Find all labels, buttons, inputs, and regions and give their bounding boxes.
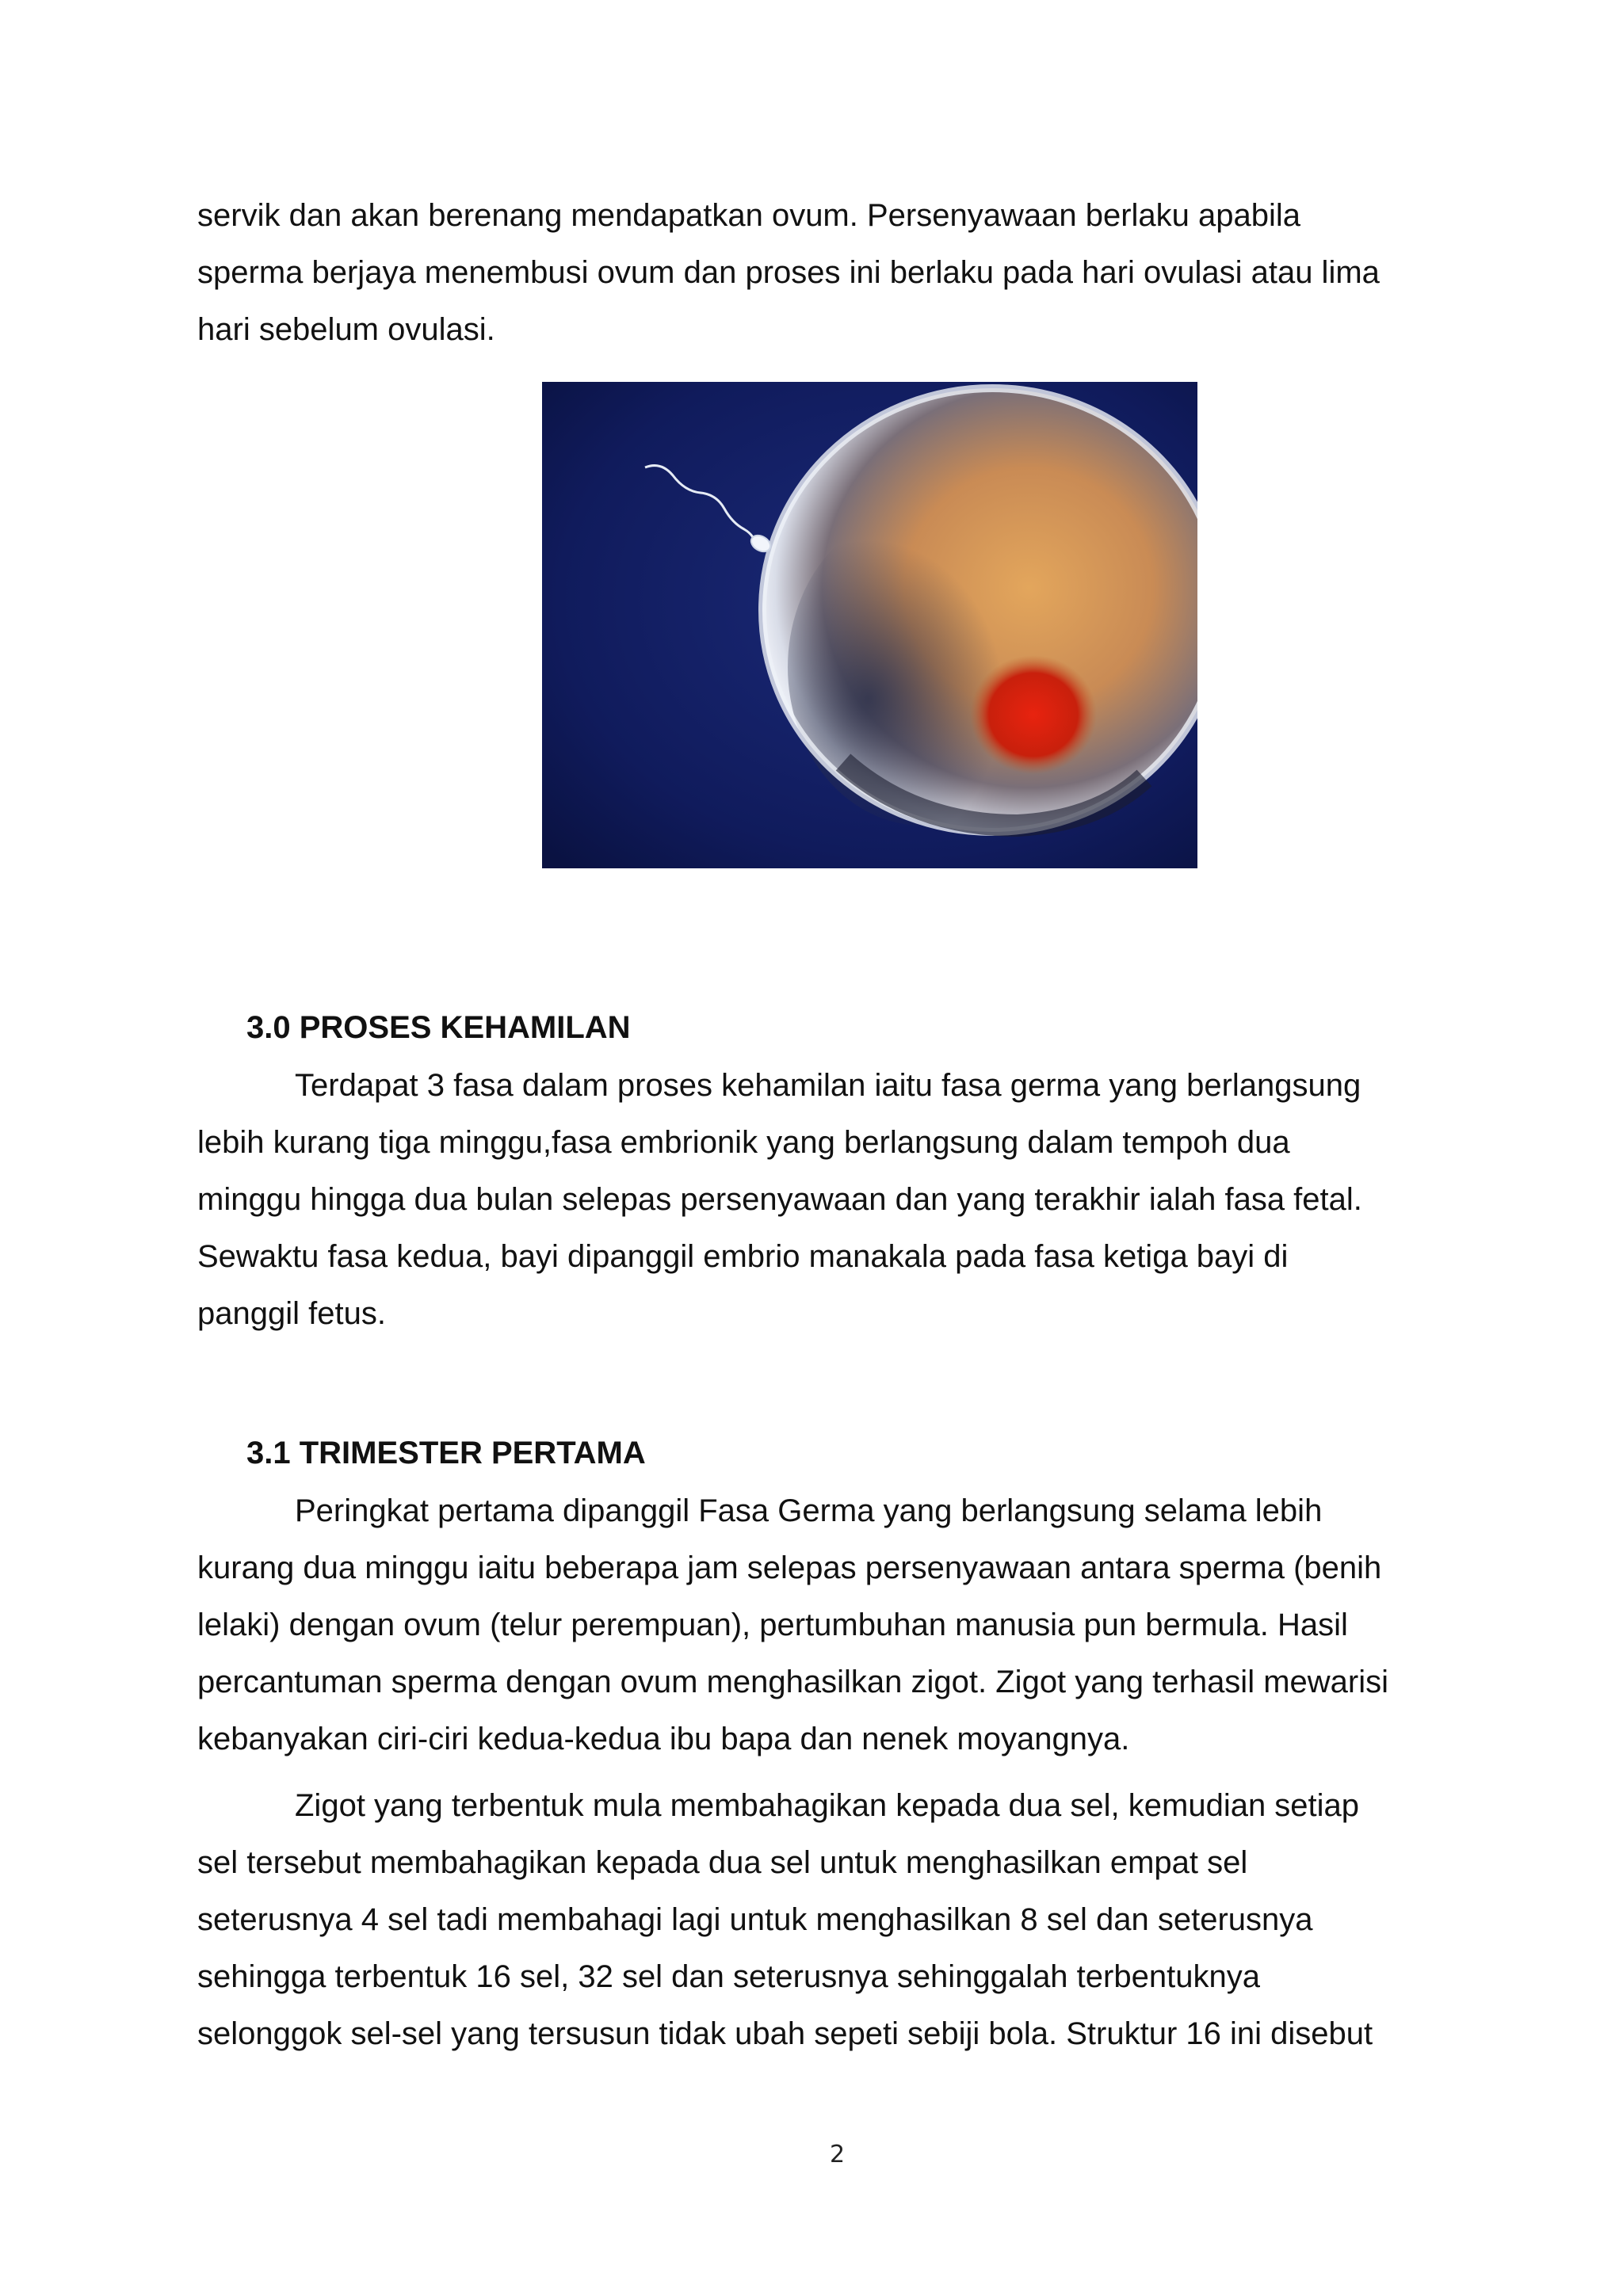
section-3-1-paragraph-2 bbox=[197, 1777, 1434, 2062]
paragraph-line: sperma berjaya menembusi ovum dan proses ini berlaku pada hari ovulasi atau lima bbox=[197, 255, 1380, 290]
sperm-ovum-figure bbox=[542, 382, 1197, 868]
paragraph-line: minggu hingga dua bulan selepas persenyawaan dan yang terakhir ialah fasa fetal. bbox=[197, 1182, 1362, 1217]
paragraph-line: selonggok sel-sel yang tersusun tidak ubah sepeti sebiji bola. Struktur 16 ini disebut bbox=[197, 2016, 1373, 2051]
paragraph-line: lebih kurang tiga minggu,fasa embrionik yang berlangsung dalam tempoh dua bbox=[197, 1125, 1290, 1160]
paragraph-line: servik dan akan berenang mendapatkan ovum. Persenyawaan berlaku apabila bbox=[197, 198, 1301, 233]
paragraph-line: lelaki) dengan ovum (telur perempuan), pertumbuhan manusia pun bermula. Hasil bbox=[197, 1608, 1348, 1642]
paragraph-line: Peringkat pertama dipanggil Fasa Germa yang berlangsung selama lebih bbox=[295, 1493, 1323, 1528]
paragraph-line: sehingga terbentuk 16 sel, 32 sel dan seterusnya sehinggalah terbentuknya bbox=[197, 1959, 1260, 1994]
paragraph-line: Terdapat 3 fasa dalam proses kehamilan iaitu fasa germa yang berlangsung bbox=[295, 1068, 1361, 1103]
paragraph-line: Zigot yang terbentuk mula membahagikan kepada dua sel, kemudian setiap bbox=[295, 1788, 1360, 1823]
paragraph-line: sel tersebut membahagikan kepada dua sel untuk menghasilkan empat sel bbox=[197, 1845, 1248, 1880]
paragraph-line: panggil fetus. bbox=[197, 1296, 386, 1331]
section-3-0-paragraph bbox=[197, 1057, 1434, 1342]
paragraph-line: kurang dua minggu iaitu beberapa jam selepas persenyawaan antara sperma (benih bbox=[197, 1550, 1382, 1585]
section-heading-3-0: 3.0 PROSES KEHAMILAN bbox=[246, 1010, 631, 1045]
section-3-1-paragraph-1 bbox=[197, 1482, 1434, 1768]
section-heading-3-1: 3.1 TRIMESTER PERTAMA bbox=[246, 1436, 646, 1470]
paragraph-line: percantuman sperma dengan ovum menghasilkan zigot. Zigot yang terhasil mewarisi bbox=[197, 1665, 1388, 1699]
paragraph-line: hari sebelum ovulasi. bbox=[197, 312, 495, 347]
paragraph-line: kebanyakan ciri-ciri kedua-kedua ibu bapa dan nenek moyangnya. bbox=[197, 1722, 1130, 1756]
paragraph-line: Sewaktu fasa kedua, bayi dipanggil embrio manakala pada fasa ketiga bayi di bbox=[197, 1239, 1289, 1274]
intro-paragraph bbox=[197, 187, 1434, 358]
paragraph-line: seterusnya 4 sel tadi membahagi lagi untuk menghasilkan 8 sel dan seterusnya bbox=[197, 1902, 1313, 1937]
page-number: 2 bbox=[829, 2141, 846, 2168]
sperm-and-ovum-photo-icon bbox=[542, 382, 1197, 868]
